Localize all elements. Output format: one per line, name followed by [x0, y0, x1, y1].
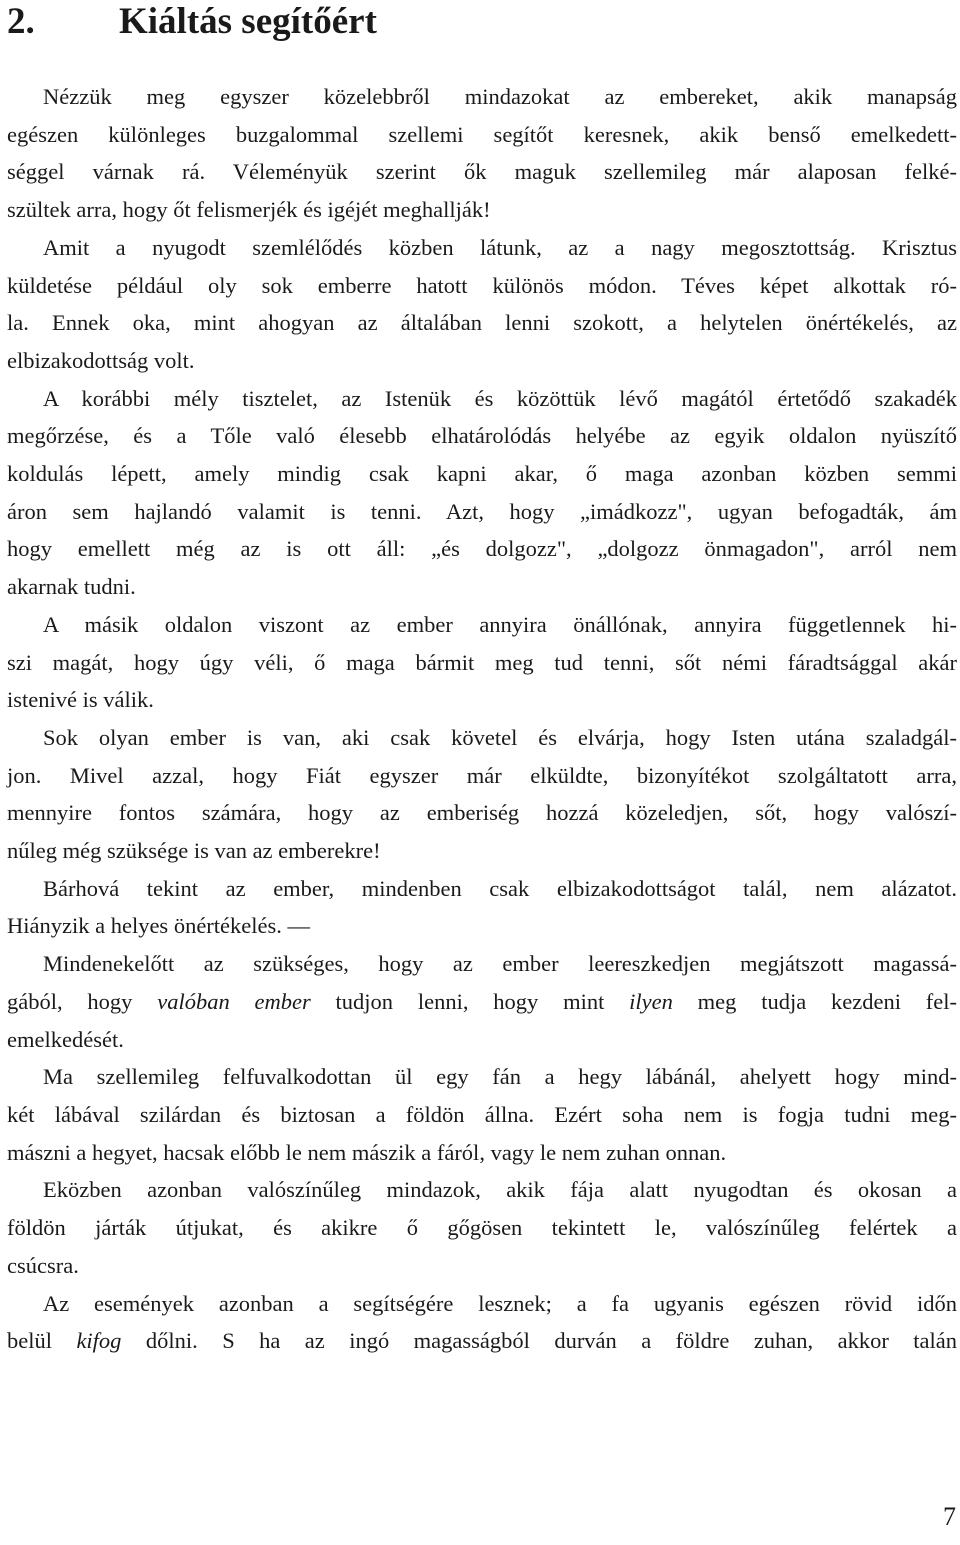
- chapter-heading: [7, 0, 957, 58]
- text-line: Ma szellemileg felfuvalkodottan ül egy fán a hegy lábánál, ahelyett hogy mind-: [43, 1064, 957, 1090]
- text-line: Amit a nyugodt szemlélődés közben látunk, az a nagy megosztottság. Krisztus: [43, 234, 957, 260]
- document-page: [7, 0, 957, 1354]
- text-line: küldetése például oly sok emberre hatott különös módon. Téves képet alkottak ró-: [7, 272, 957, 298]
- text-line: áron sem hajlandó valamit is tenni. Azt, hogy „imádkozz", ugyan befogadták, ám: [7, 498, 957, 524]
- paragraph: [7, 945, 957, 1058]
- text-line: csúcsra.: [7, 1252, 79, 1278]
- emphasis: ilyen: [629, 988, 673, 1014]
- text-line: séggel várnak rá. Véleményük szerint ők maguk szellemileg már alaposan felké-: [7, 159, 957, 185]
- text-line: la. Ennek oka, mint ahogyan az általában lenni szokott, a helytelen önértékelés, az: [7, 310, 957, 336]
- paragraph: [7, 1285, 957, 1360]
- chapter-title: Kiáltás segítőért: [119, 1, 377, 42]
- text-line: szültek arra, hogy őt felismerjék és igéjét meghallják!: [7, 197, 491, 223]
- paragraph: [7, 606, 957, 719]
- body-text: [7, 78, 957, 1360]
- text-line: egészen különleges buzgalommal szellemi segítőt keresnek, akik benső emelkedett-: [7, 121, 957, 147]
- text-line: Hiányzik a helyes önértékelés. —: [7, 913, 311, 939]
- emphasis: kifog: [76, 1328, 122, 1354]
- text-line: mennyire fontos számára, hogy az emberiség hozzá közeledjen, sőt, hogy valószí-: [7, 800, 957, 826]
- paragraph: [7, 1171, 957, 1284]
- text-line: földön járták útjukat, és akikre ő gőgösen tekintett le, valószínűleg felértek a: [7, 1215, 957, 1241]
- paragraph: [7, 719, 957, 870]
- page-number: 7: [943, 1502, 956, 1531]
- text-line: belül kifog dőlni. S ha az ingó magasságból durván a földre zuhan, akkor talán: [7, 1328, 957, 1354]
- text-line: Eközben azonban valószínűleg mindazok, akik fája alatt nyugodtan és okosan a: [43, 1177, 957, 1203]
- text-line: emelkedését.: [7, 1026, 124, 1052]
- text-line: megőrzése, és a Tőle való élesebb elhatárolódás helyébe az egyik oldalon nyüszítő: [7, 423, 957, 449]
- paragraph: [7, 380, 957, 606]
- paragraph: [7, 229, 957, 380]
- text-line: gából, hogy valóban ember tudjon lenni, hogy mint ilyen meg tudja kezdeni fel-: [7, 988, 957, 1014]
- text-line: Mindenekelőtt az szükséges, hogy az ember leereszkedjen megjátszott magassá-: [43, 951, 957, 977]
- chapter-number: 2.: [7, 1, 35, 42]
- paragraph: [7, 78, 957, 229]
- text-line: két lábával szilárdan és biztosan a földön állna. Ezért soha nem is fogja tudni meg-: [7, 1101, 957, 1127]
- paragraph: [7, 870, 957, 945]
- paragraph: [7, 1058, 957, 1171]
- text-line: jon. Mivel azzal, hogy Fiát egyszer már elküldte, bizonyítékot szolgáltatott arra,: [7, 762, 957, 788]
- text-line: hogy emellett még az is ott áll: „és dolgozz", „dolgozz önmagadon", arról nem: [7, 536, 957, 562]
- text-line: elbizakodottság volt.: [7, 347, 195, 373]
- text-line: akarnak tudni.: [7, 574, 136, 600]
- emphasis: valóban ember: [157, 988, 311, 1014]
- text-line: koldulás lépett, amely mindig csak kapni akar, ő maga azonban közben semmi: [7, 461, 957, 487]
- text-line: Az események azonban a segítségére lesznek; a fa ugyanis egészen rövid időn: [43, 1290, 957, 1316]
- text-line: A másik oldalon viszont az ember annyira önállónak, annyira függetlennek hi-: [43, 611, 957, 637]
- text-line: Bárhová tekint az ember, mindenben csak elbizakodottságot talál, nem alázatot.: [43, 875, 957, 901]
- text-line: mászni a hegyet, hacsak előbb le nem mászik a fáról, vagy le nem zuhan onnan.: [7, 1139, 727, 1165]
- text-line: nűleg még szüksége is van az emberekre!: [7, 838, 381, 864]
- text-line: Nézzük meg egyszer közelebbről mindazokat az embereket, akik manapság: [43, 84, 957, 109]
- text-line: istenivé is válik.: [7, 687, 154, 713]
- text-line: Sok olyan ember is van, aki csak követel és elvárja, hogy Isten utána szaladgál-: [43, 724, 957, 750]
- text-line: A korábbi mély tisztelet, az Istenük és közöttük lévő magától értetődő szakadék: [43, 385, 957, 411]
- text-line: szi magát, hogy úgy véli, ő maga bármit meg tud tenni, sőt némi fáradtsággal akár: [7, 649, 957, 675]
